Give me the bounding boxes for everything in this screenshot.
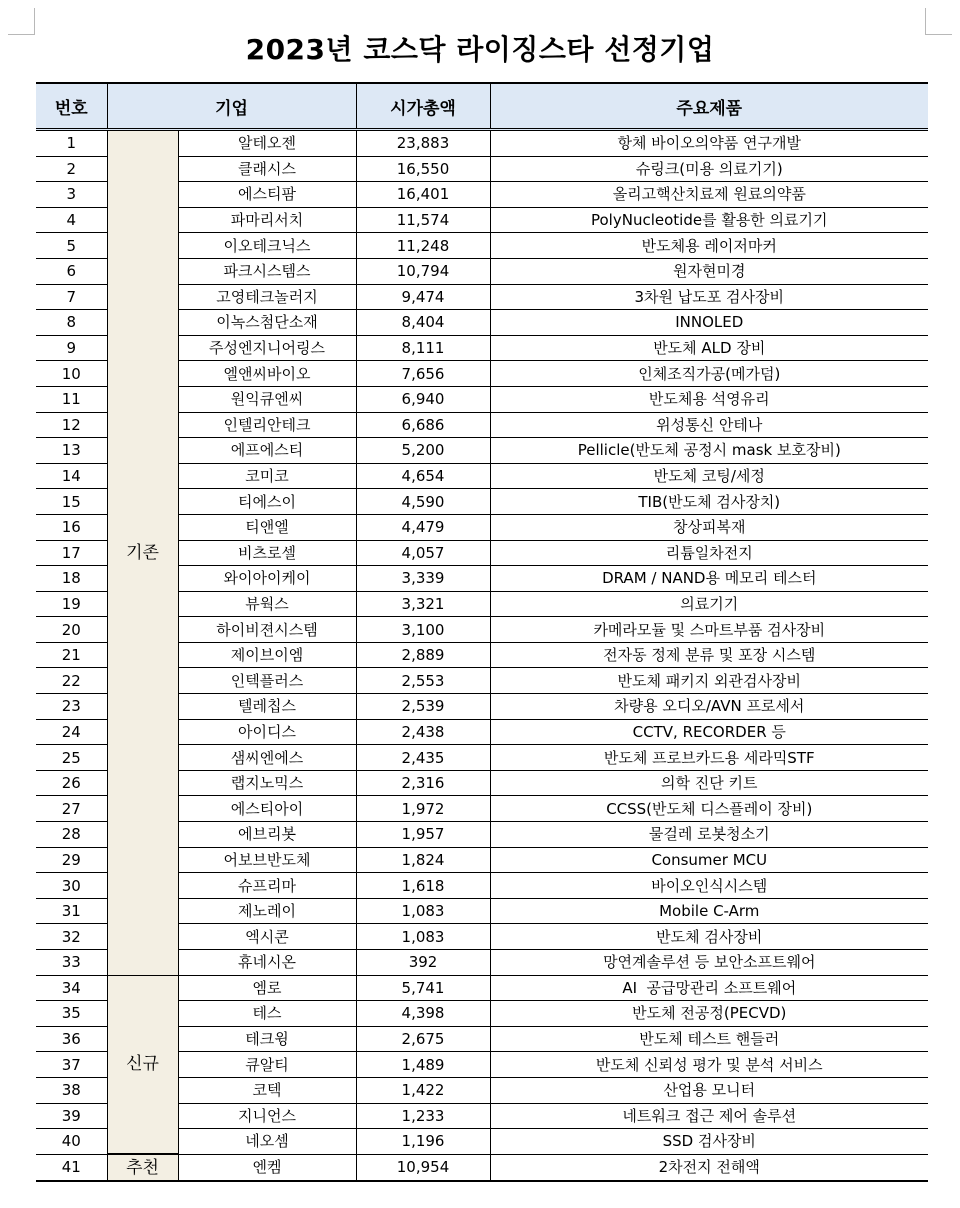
row-number: 22 xyxy=(36,668,107,694)
header-company: 기업 xyxy=(107,83,356,130)
main-product: 바이오인식시스템 xyxy=(490,873,928,899)
market-cap: 1,824 xyxy=(356,847,490,873)
table-body xyxy=(36,130,928,1181)
company-name: 샘씨엔에스 xyxy=(178,745,356,771)
row-number: 34 xyxy=(36,975,107,1001)
table-row xyxy=(36,1154,928,1181)
row-number: 25 xyxy=(36,745,107,771)
company-name: 하이비젼시스템 xyxy=(178,617,356,643)
row-number: 35 xyxy=(36,1001,107,1027)
market-cap: 5,741 xyxy=(356,975,490,1001)
company-name: 어보브반도체 xyxy=(178,847,356,873)
row-number: 26 xyxy=(36,770,107,796)
main-product: CCTV, RECORDER 등 xyxy=(490,719,928,745)
market-cap: 3,100 xyxy=(356,617,490,643)
market-cap: 2,553 xyxy=(356,668,490,694)
company-name: 큐알티 xyxy=(178,1052,356,1078)
row-number: 15 xyxy=(36,489,107,515)
market-cap: 6,940 xyxy=(356,386,490,412)
row-number: 6 xyxy=(36,258,107,284)
market-cap: 4,398 xyxy=(356,1001,490,1027)
row-number: 3 xyxy=(36,182,107,208)
company-name: 인텔리안테크 xyxy=(178,412,356,438)
main-product: 항체 바이오의약품 연구개발 xyxy=(490,130,928,157)
group-new-label: 신규 xyxy=(107,975,178,1154)
row-number: 18 xyxy=(36,566,107,592)
main-product: 반도체 신뢰성 평가 및 분석 서비스 xyxy=(490,1052,928,1078)
company-name: 에프에스티 xyxy=(178,438,356,464)
market-cap: 4,057 xyxy=(356,540,490,566)
market-cap: 9,474 xyxy=(356,284,490,310)
table-header-row xyxy=(36,83,928,130)
market-cap: 7,656 xyxy=(356,361,490,387)
main-product: 위성통신 안테나 xyxy=(490,412,928,438)
company-name: 원익큐엔씨 xyxy=(178,386,356,412)
market-cap: 1,196 xyxy=(356,1129,490,1155)
market-cap: 2,675 xyxy=(356,1026,490,1052)
market-cap: 4,590 xyxy=(356,489,490,515)
company-name: 에스티아이 xyxy=(178,796,356,822)
row-number: 23 xyxy=(36,694,107,720)
main-product: 의료기기 xyxy=(490,591,928,617)
company-name: 휴네시온 xyxy=(178,950,356,976)
main-product: TIB(반도체 검사장치) xyxy=(490,489,928,515)
market-cap: 392 xyxy=(356,950,490,976)
company-name: 에스티팜 xyxy=(178,182,356,208)
row-number: 30 xyxy=(36,873,107,899)
main-product: 반도체 전공정(PECVD) xyxy=(490,1001,928,1027)
main-product: 전자동 정제 분류 및 포장 시스템 xyxy=(490,642,928,668)
market-cap: 11,248 xyxy=(356,233,490,259)
company-name: 인텍플러스 xyxy=(178,668,356,694)
main-product: 산업용 모니터 xyxy=(490,1077,928,1103)
main-product: 올리고핵산치료제 원료의약품 xyxy=(490,182,928,208)
main-product: 망연계솔루션 등 보안소프트웨어 xyxy=(490,950,928,976)
table-row xyxy=(36,130,928,157)
market-cap: 1,422 xyxy=(356,1077,490,1103)
row-number: 9 xyxy=(36,335,107,361)
company-name: 엠로 xyxy=(178,975,356,1001)
market-cap: 3,321 xyxy=(356,591,490,617)
market-cap: 16,401 xyxy=(356,182,490,208)
main-product: Consumer MCU xyxy=(490,847,928,873)
company-name: 엔켐 xyxy=(178,1154,356,1181)
row-number: 37 xyxy=(36,1052,107,1078)
main-product: 의학 진단 키트 xyxy=(490,770,928,796)
market-cap: 1,957 xyxy=(356,822,490,848)
row-number: 40 xyxy=(36,1129,107,1155)
main-product: 반도체 검사장비 xyxy=(490,924,928,950)
main-product: PolyNucleotide를 활용한 의료기기 xyxy=(490,207,928,233)
row-number: 28 xyxy=(36,822,107,848)
company-name: 알테오젠 xyxy=(178,130,356,157)
main-product: 인체조직가공(메가덤) xyxy=(490,361,928,387)
market-cap: 16,550 xyxy=(356,156,490,182)
main-product: 리튬일차전지 xyxy=(490,540,928,566)
company-name: 비츠로셀 xyxy=(178,540,356,566)
company-name: 에브리봇 xyxy=(178,822,356,848)
document-title: 2023년 코스닥 라이징스타 선정기업 xyxy=(245,33,715,66)
main-product: 반도체 프로브카드용 세라믹STF xyxy=(490,745,928,771)
company-name: 슈프리마 xyxy=(178,873,356,899)
market-cap: 8,111 xyxy=(356,335,490,361)
market-cap: 2,438 xyxy=(356,719,490,745)
row-number: 16 xyxy=(36,514,107,540)
company-name: 테스 xyxy=(178,1001,356,1027)
main-product: 반도체 테스트 핸들러 xyxy=(490,1026,928,1052)
row-number: 33 xyxy=(36,950,107,976)
market-cap: 1,618 xyxy=(356,873,490,899)
company-name: 파마리서치 xyxy=(178,207,356,233)
header-main-products: 주요제품 xyxy=(490,83,928,130)
company-name: 이녹스첨단소재 xyxy=(178,310,356,336)
company-name: 클래시스 xyxy=(178,156,356,182)
table-row xyxy=(36,975,928,1001)
market-cap: 10,794 xyxy=(356,258,490,284)
main-product: INNOLED xyxy=(490,310,928,336)
row-number: 20 xyxy=(36,617,107,643)
main-product: 슈링크(미용 의료기기) xyxy=(490,156,928,182)
main-product: 반도체용 레이저마커 xyxy=(490,233,928,259)
main-product: 반도체 패키지 외관검사장비 xyxy=(490,668,928,694)
row-number: 29 xyxy=(36,847,107,873)
main-product: DRAM / NAND용 메모리 테스터 xyxy=(490,566,928,592)
header-number: 번호 xyxy=(36,83,107,130)
row-number: 4 xyxy=(36,207,107,233)
market-cap: 11,574 xyxy=(356,207,490,233)
market-cap: 2,539 xyxy=(356,694,490,720)
company-name: 코텍 xyxy=(178,1077,356,1103)
market-cap: 4,479 xyxy=(356,514,490,540)
main-product: SSD 검사장비 xyxy=(490,1129,928,1155)
market-cap: 1,489 xyxy=(356,1052,490,1078)
row-number: 39 xyxy=(36,1103,107,1129)
main-product: AI 공급망관리 소프트웨어 xyxy=(490,975,928,1001)
row-number: 38 xyxy=(36,1077,107,1103)
row-number: 2 xyxy=(36,156,107,182)
row-number: 32 xyxy=(36,924,107,950)
main-product: 물걸레 로봇청소기 xyxy=(490,822,928,848)
row-number: 24 xyxy=(36,719,107,745)
main-product: 원자현미경 xyxy=(490,258,928,284)
main-product: 반도체 코팅/세정 xyxy=(490,463,928,489)
row-number: 14 xyxy=(36,463,107,489)
market-cap: 1,083 xyxy=(356,898,490,924)
company-name: 주성엔지니어링스 xyxy=(178,335,356,361)
main-product: 3차원 납도포 검사장비 xyxy=(490,284,928,310)
row-number: 41 xyxy=(36,1154,107,1181)
market-cap: 8,404 xyxy=(356,310,490,336)
row-number: 8 xyxy=(36,310,107,336)
row-number: 10 xyxy=(36,361,107,387)
market-cap: 6,686 xyxy=(356,412,490,438)
main-product: 네트워크 접근 제어 솔루션 xyxy=(490,1103,928,1129)
main-product: CCSS(반도체 디스플레이 장비) xyxy=(490,796,928,822)
company-name: 파크시스템스 xyxy=(178,258,356,284)
company-name: 고영테크놀러지 xyxy=(178,284,356,310)
main-product: Mobile C-Arm xyxy=(490,898,928,924)
main-product: 반도체용 석영유리 xyxy=(490,386,928,412)
company-name: 와이아이케이 xyxy=(178,566,356,592)
market-cap: 2,889 xyxy=(356,642,490,668)
main-product: 2차전지 전해액 xyxy=(490,1154,928,1181)
main-product: 창상피복재 xyxy=(490,514,928,540)
row-number: 7 xyxy=(36,284,107,310)
group-recommended-label: 추천 xyxy=(107,1154,178,1181)
row-number: 27 xyxy=(36,796,107,822)
company-name: 제이브이엠 xyxy=(178,642,356,668)
market-cap: 1,083 xyxy=(356,924,490,950)
company-name: 텔레칩스 xyxy=(178,694,356,720)
row-number: 12 xyxy=(36,412,107,438)
companies-table xyxy=(36,82,928,1182)
company-name: 티에스이 xyxy=(178,489,356,515)
market-cap: 3,339 xyxy=(356,566,490,592)
company-name: 티앤엘 xyxy=(178,514,356,540)
company-name: 제노레이 xyxy=(178,898,356,924)
row-number: 21 xyxy=(36,642,107,668)
row-number: 11 xyxy=(36,386,107,412)
market-cap: 4,654 xyxy=(356,463,490,489)
row-number: 31 xyxy=(36,898,107,924)
main-product: 반도체 ALD 장비 xyxy=(490,335,928,361)
market-cap: 2,316 xyxy=(356,770,490,796)
main-product: 차량용 오디오/AVN 프로세서 xyxy=(490,694,928,720)
market-cap: 2,435 xyxy=(356,745,490,771)
row-number: 19 xyxy=(36,591,107,617)
company-name: 네오셈 xyxy=(178,1129,356,1155)
market-cap: 1,233 xyxy=(356,1103,490,1129)
row-number: 36 xyxy=(36,1026,107,1052)
company-name: 아이디스 xyxy=(178,719,356,745)
company-name: 코미코 xyxy=(178,463,356,489)
row-number: 1 xyxy=(36,130,107,157)
header-market-cap: 시가총액 xyxy=(356,83,490,130)
company-name: 지니언스 xyxy=(178,1103,356,1129)
market-cap: 1,972 xyxy=(356,796,490,822)
main-product: 카메라모듈 및 스마트부품 검사장비 xyxy=(490,617,928,643)
row-number: 17 xyxy=(36,540,107,566)
market-cap: 10,954 xyxy=(356,1154,490,1181)
company-name: 이오테크닉스 xyxy=(178,233,356,259)
company-name: 테크윙 xyxy=(178,1026,356,1052)
group-existing-label: 기존 xyxy=(107,130,178,976)
market-cap: 23,883 xyxy=(356,130,490,157)
company-name: 엘앤씨바이오 xyxy=(178,361,356,387)
company-name: 엑시콘 xyxy=(178,924,356,950)
company-name: 랩지노믹스 xyxy=(178,770,356,796)
row-number: 13 xyxy=(36,438,107,464)
market-cap: 5,200 xyxy=(356,438,490,464)
company-name: 뷰웍스 xyxy=(178,591,356,617)
row-number: 5 xyxy=(36,233,107,259)
main-product: Pellicle(반도체 공정시 mask 보호장비) xyxy=(490,438,928,464)
